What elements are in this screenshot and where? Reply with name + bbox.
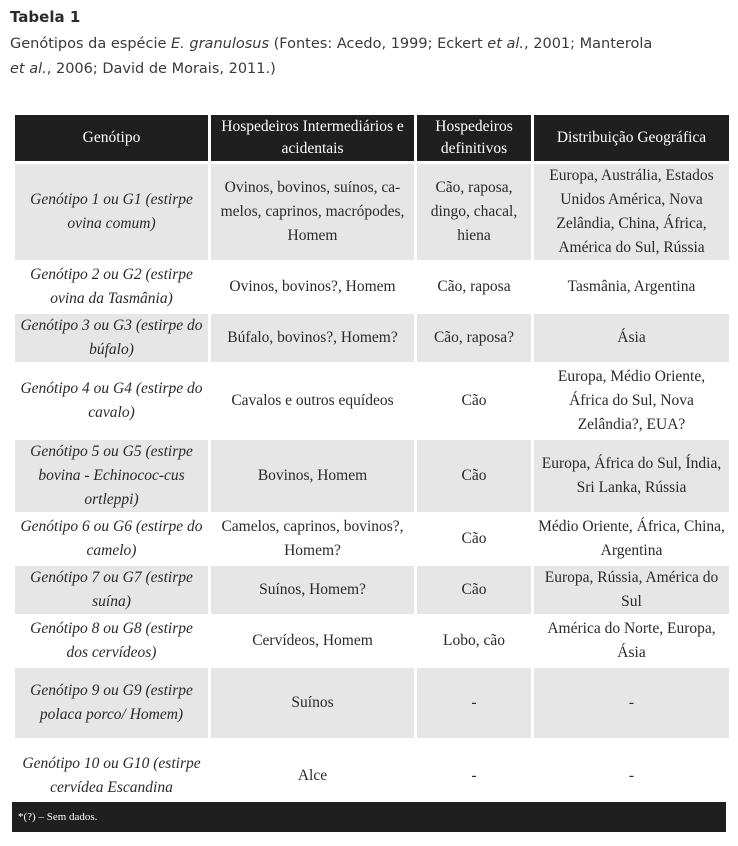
distribution-cell: - <box>534 741 729 811</box>
definitive-cell: Cão <box>417 365 531 437</box>
genotype-cell: Genótipo 7 ou G7 (estirpe suína) <box>15 566 208 614</box>
definitive-cell: Cão <box>417 515 531 563</box>
definitive-cell: - <box>417 668 531 738</box>
intermediate-cell: Ovinos, bovinos?, Homem <box>211 263 414 311</box>
definitive-cell: Lobo, cão <box>417 617 531 665</box>
citation-etal: et al. <box>487 36 525 52</box>
citation-etal: et al. <box>10 61 47 77</box>
intermediate-cell: Ovinos, bovinos, suínos, ca-melos, caprinos, macrópodes, Homem <box>211 164 414 260</box>
genotype-cell: Genótipo 3 ou G3 (estirpe do búfalo) <box>15 314 208 362</box>
intermediate-cell: Bovinos, Homem <box>211 440 414 512</box>
header-intermediate-hosts: Hospedeiros Intermediários e acidentais <box>211 115 414 161</box>
table-row <box>15 566 729 614</box>
table-row <box>15 617 729 665</box>
table-caption <box>10 8 730 82</box>
distribution-cell: América do Norte, Europa, Ásia <box>534 617 729 665</box>
table-row <box>15 164 729 260</box>
genotype-cell: Genótipo 1 ou G1 (estirpe ovina comum) <box>15 164 208 260</box>
caption-text: Genótipos da espécie <box>10 36 172 52</box>
distribution-cell: Europa, Austrália, Estados Unidos América, Nova Zelândia, China, África, América do Sul, Rússia <box>534 164 729 260</box>
genotype-cell: Genótipo 5 ou G5 (estirpe bovina - Echinococ-cus ortleppi) <box>15 440 208 512</box>
definitive-cell: Cão, raposa, dingo, chacal, hiena <box>417 164 531 260</box>
table-row <box>15 515 729 563</box>
definitive-cell: Cão, raposa <box>417 263 531 311</box>
header-genotype: Genótipo <box>15 115 208 161</box>
distribution-cell: Europa, Médio Oriente, África do Sul, Nova Zelândia?, EUA? <box>534 365 729 437</box>
definitive-cell: - <box>417 741 531 811</box>
table-row <box>15 741 729 811</box>
genotype-cell: Genótipo 2 ou G2 (estirpe ovina da Tasmânia) <box>15 263 208 311</box>
genotype-cell: Genótipo 6 ou G6 (estirpe do camelo) <box>15 515 208 563</box>
genotype-cell: Genótipo 4 ou G4 (estirpe do cavalo) <box>15 365 208 437</box>
table-footnote: *(?) – Sem dados. <box>12 802 726 832</box>
distribution-cell: Ásia <box>534 314 729 362</box>
distribution-cell: Médio Oriente, África, China, Argentina <box>534 515 729 563</box>
table-row <box>15 263 729 311</box>
genotype-table <box>12 112 732 814</box>
table-row <box>15 668 729 738</box>
table-row <box>15 440 729 512</box>
caption-text: , 2006; David de Morais, 2011.) <box>46 61 276 77</box>
genotype-cell: Genótipo 8 ou G8 (estirpe dos cervídeos) <box>15 617 208 665</box>
genotype-cell: Genótipo 9 ou G9 (estirpe polaca porco/ Homem) <box>15 668 208 738</box>
definitive-cell: Cão <box>417 440 531 512</box>
distribution-cell: Tasmânia, Argentina <box>534 263 729 311</box>
intermediate-cell: Alce <box>211 741 414 811</box>
header-definitive-hosts: Hospedeiros definitivos <box>417 115 531 161</box>
intermediate-cell: Suínos <box>211 668 414 738</box>
intermediate-cell: Camelos, caprinos, bovinos?, Homem? <box>211 515 414 563</box>
caption-text: , 2001; Manterola <box>524 36 653 52</box>
definitive-cell: Cão <box>417 566 531 614</box>
definitive-cell: Cão, raposa? <box>417 314 531 362</box>
distribution-cell: Europa, África do Sul, Índia, Sri Lanka, Rússia <box>534 440 729 512</box>
intermediate-cell: Cavalos e outros equídeos <box>211 365 414 437</box>
distribution-cell: - <box>534 668 729 738</box>
header-row <box>15 115 729 161</box>
species-name: E. granulosus <box>171 36 270 52</box>
table-description <box>10 32 730 82</box>
distribution-cell: Europa, Rússia, América do Sul <box>534 566 729 614</box>
intermediate-cell: Búfalo, bovinos?, Homem? <box>211 314 414 362</box>
header-geographic-distribution: Distribuição Geográfica <box>534 115 729 161</box>
table-row <box>15 314 729 362</box>
intermediate-cell: Suínos, Homem? <box>211 566 414 614</box>
intermediate-cell: Cervídeos, Homem <box>211 617 414 665</box>
table-row <box>15 365 729 437</box>
genotype-cell: Genótipo 10 ou G10 (estirpe cervídea Escandina <box>15 741 208 811</box>
table-title: Tabela 1 <box>10 8 81 26</box>
caption-text: (Fontes: Acedo, 1999; Eckert <box>269 36 488 52</box>
